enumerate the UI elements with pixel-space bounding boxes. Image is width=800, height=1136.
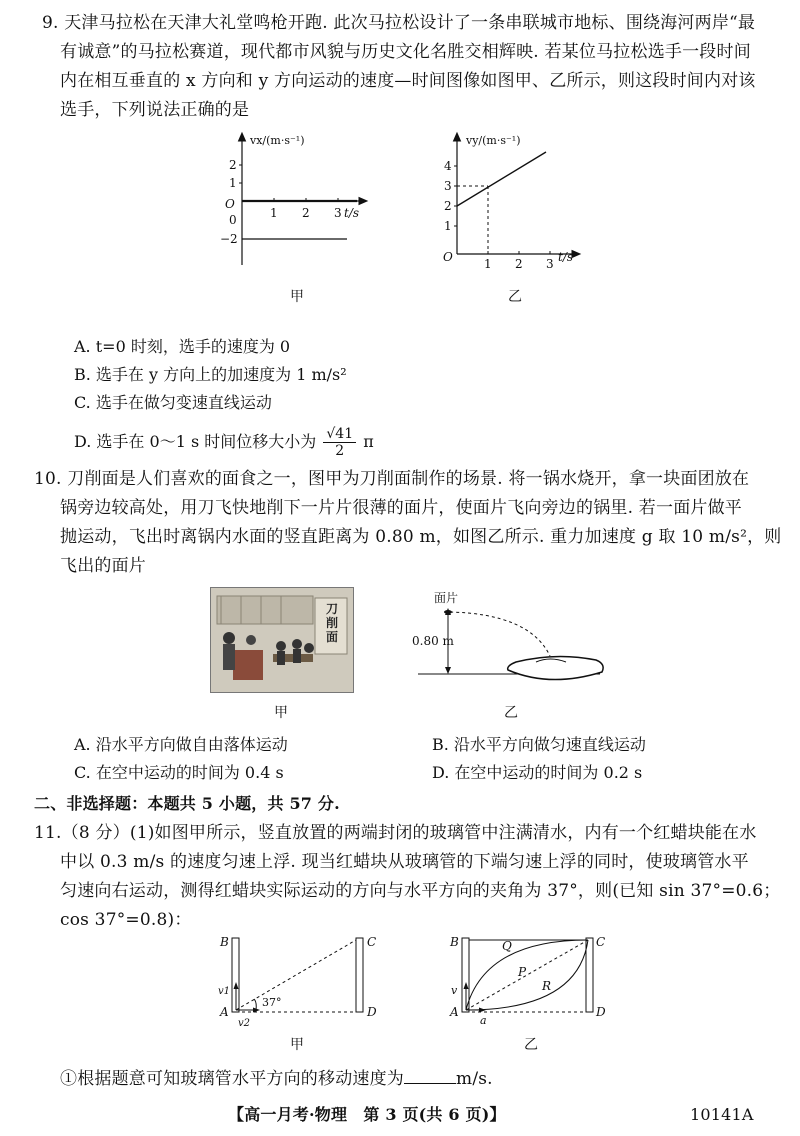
jia-origin: O	[225, 197, 235, 211]
fraction-numerator: √41	[323, 426, 356, 443]
label-angle: 37°	[262, 996, 282, 1009]
label-P: P	[518, 965, 527, 979]
jia-ytick-2: 2	[229, 158, 237, 172]
path-Q	[466, 940, 588, 1010]
label-v2: v2	[238, 1018, 251, 1029]
jia-xtick-3: 3	[334, 206, 342, 220]
q10-option-a: A. 沿水平方向做自由落体运动	[74, 735, 288, 754]
q11-sub1	[60, 1068, 493, 1090]
answer-blank[interactable]	[404, 1069, 456, 1084]
height-label: 0.80 m	[412, 634, 454, 648]
fraction-denominator: 2	[335, 443, 345, 459]
noodle-scene-photo	[210, 587, 354, 693]
yi-xtick-3: 3	[546, 257, 554, 270]
yi-ytick-1: 1	[444, 219, 452, 233]
label-A: A	[220, 1005, 229, 1019]
yi-xtick-2: 2	[515, 257, 523, 270]
label-C: C	[596, 935, 606, 949]
graph-jia	[212, 130, 382, 270]
yi-ytick-4: 4	[444, 159, 452, 173]
q9-option-d-suffix: π	[363, 432, 374, 451]
q9-option-d-prefix: D. 选手在 0～1 s 时间位移大小为	[74, 432, 317, 451]
q10-option-c: C. 在空中运动的时间为 0.4 s	[74, 763, 284, 782]
q11-figure-jia	[212, 930, 392, 1030]
wok	[508, 656, 603, 679]
jia-ytick-neg2: −2	[220, 232, 238, 246]
q11-figure-yi	[446, 930, 626, 1030]
label-B: B	[450, 935, 459, 949]
q9-stem-line-4: 选手，下列说法正确的是	[60, 100, 250, 120]
vy-axis-label: vy/(m·s⁻¹)	[466, 134, 521, 147]
q10-option-b: B. 沿水平方向做匀速直线运动	[432, 735, 646, 754]
label-B: B	[220, 935, 229, 949]
yi-ytick-3: 3	[444, 179, 452, 193]
yi-xaxis-label: t/s	[558, 250, 574, 264]
graph-jia-caption: 甲	[290, 289, 304, 305]
label-Q: Q	[502, 939, 512, 953]
q9-option-a: A. t=0 时刻，选手的速度为 0	[74, 337, 291, 356]
jia-ytick-1: 1	[229, 176, 237, 190]
q10-figure-yi	[410, 588, 620, 692]
section-2-heading: 二、非选择题：本题共 5 小题，共 57 分.	[34, 794, 340, 813]
q9-stem-line-3: 内在相互垂直的 x 方向和 y 方向运动的速度—时间图像如图甲、乙所示，则这段时间内对该	[60, 71, 756, 91]
piece-label: 面片	[434, 591, 459, 605]
q11-stem-line-4: cos 37°=0.8)：	[60, 910, 192, 930]
label-A: A	[450, 1005, 459, 1019]
graph-yi-caption: 乙	[508, 289, 522, 305]
q11-stem-line-2: 中以 0.3 m/s 的速度匀速上浮. 现当红蜡块从玻璃管的下端匀速上浮的同时，使玻璃管水平	[60, 852, 749, 872]
q11-caption-jia: 甲	[290, 1037, 304, 1053]
q10-stem-line-1: 10. 刀削面是人们喜欢的面食之一，图甲为刀削面制作的场景. 将一锅水烧开，拿一块面团放在	[34, 469, 750, 489]
label-C: C	[367, 935, 377, 949]
vx-axis-label: vx/(m·s⁻¹)	[250, 134, 305, 147]
q11-stem-line-3: 匀速向右运动，测得红蜡块实际运动的方向与水平方向的夹角为 37°，则(已知 sin 37°=0.6；	[60, 881, 781, 901]
label-D: D	[367, 1005, 377, 1019]
q9-option-d-fraction	[323, 426, 356, 459]
exam-code: 10141A	[690, 1105, 754, 1124]
label-a: a	[480, 1014, 487, 1027]
jia-ytick-0: 0	[229, 213, 237, 227]
q9-stem-line-1: 9. 天津马拉松在天津大礼堂鸣枪开跑. 此次马拉松设计了一条串联城市地标、围绕海河两岸“最	[42, 13, 756, 33]
graph-yi	[430, 130, 600, 270]
yi-ytick-2: 2	[444, 199, 452, 213]
vy-series-line	[457, 152, 546, 206]
jia-xaxis-label: t/s	[344, 206, 360, 220]
yi-xtick-1: 1	[484, 257, 492, 270]
jia-xtick-2: 2	[302, 206, 310, 220]
photo-title: 刀削面	[325, 602, 338, 644]
tube-right	[356, 938, 363, 1012]
jia-xtick-1: 1	[270, 206, 278, 220]
q10-stem-line-3: 抛运动，飞出时离锅内水面的竖直距离为 0.80 m，如图乙所示. 重力加速度 g 取 10 m/s²，则	[60, 527, 782, 547]
q9-option-d	[74, 426, 374, 459]
tube-right	[586, 938, 593, 1012]
q11-stem-line-1: 11.（8 分）(1)如图甲所示，竖直放置的两端封闭的玻璃管中注满清水，内有一个红蜡块能在水	[34, 823, 757, 843]
q11-caption-yi: 乙	[524, 1037, 538, 1053]
q9-stem-line-2: 有诚意”的马拉松赛道，现代都市风貌与历史文化名胜交相辉映. 若某位马拉松选手一段时间	[60, 42, 751, 62]
trajectory	[450, 612, 550, 656]
q11-sub1-prefix: ①根据题意可知玻璃管水平方向的移动速度为	[60, 1069, 404, 1089]
label-D: D	[596, 1005, 606, 1019]
label-v: v	[451, 984, 458, 997]
q10-stem-line-4: 飞出的面片	[60, 556, 146, 576]
q10-caption-yi: 乙	[504, 705, 518, 721]
label-R: R	[542, 979, 552, 993]
q9-option-c: C. 选手在做匀变速直线运动	[74, 393, 272, 412]
yi-origin: O	[443, 250, 453, 264]
q10-caption-jia: 甲	[274, 705, 288, 721]
label-v1: v1	[218, 986, 231, 997]
q11-sub1-suffix: m/s.	[456, 1069, 493, 1089]
q9-option-b: B. 选手在 y 方向上的加速度为 1 m/s²	[74, 365, 347, 384]
page-footer: 【高一月考·物理 第 3 页(共 6 页)】	[228, 1105, 506, 1124]
q10-option-d: D. 在空中运动的时间为 0.2 s	[432, 763, 643, 782]
q10-stem-line-2: 锅旁边较高处，用刀飞快地削下一片片很薄的面片，使面片飞向旁边的锅里. 若一面片做平	[60, 498, 743, 518]
